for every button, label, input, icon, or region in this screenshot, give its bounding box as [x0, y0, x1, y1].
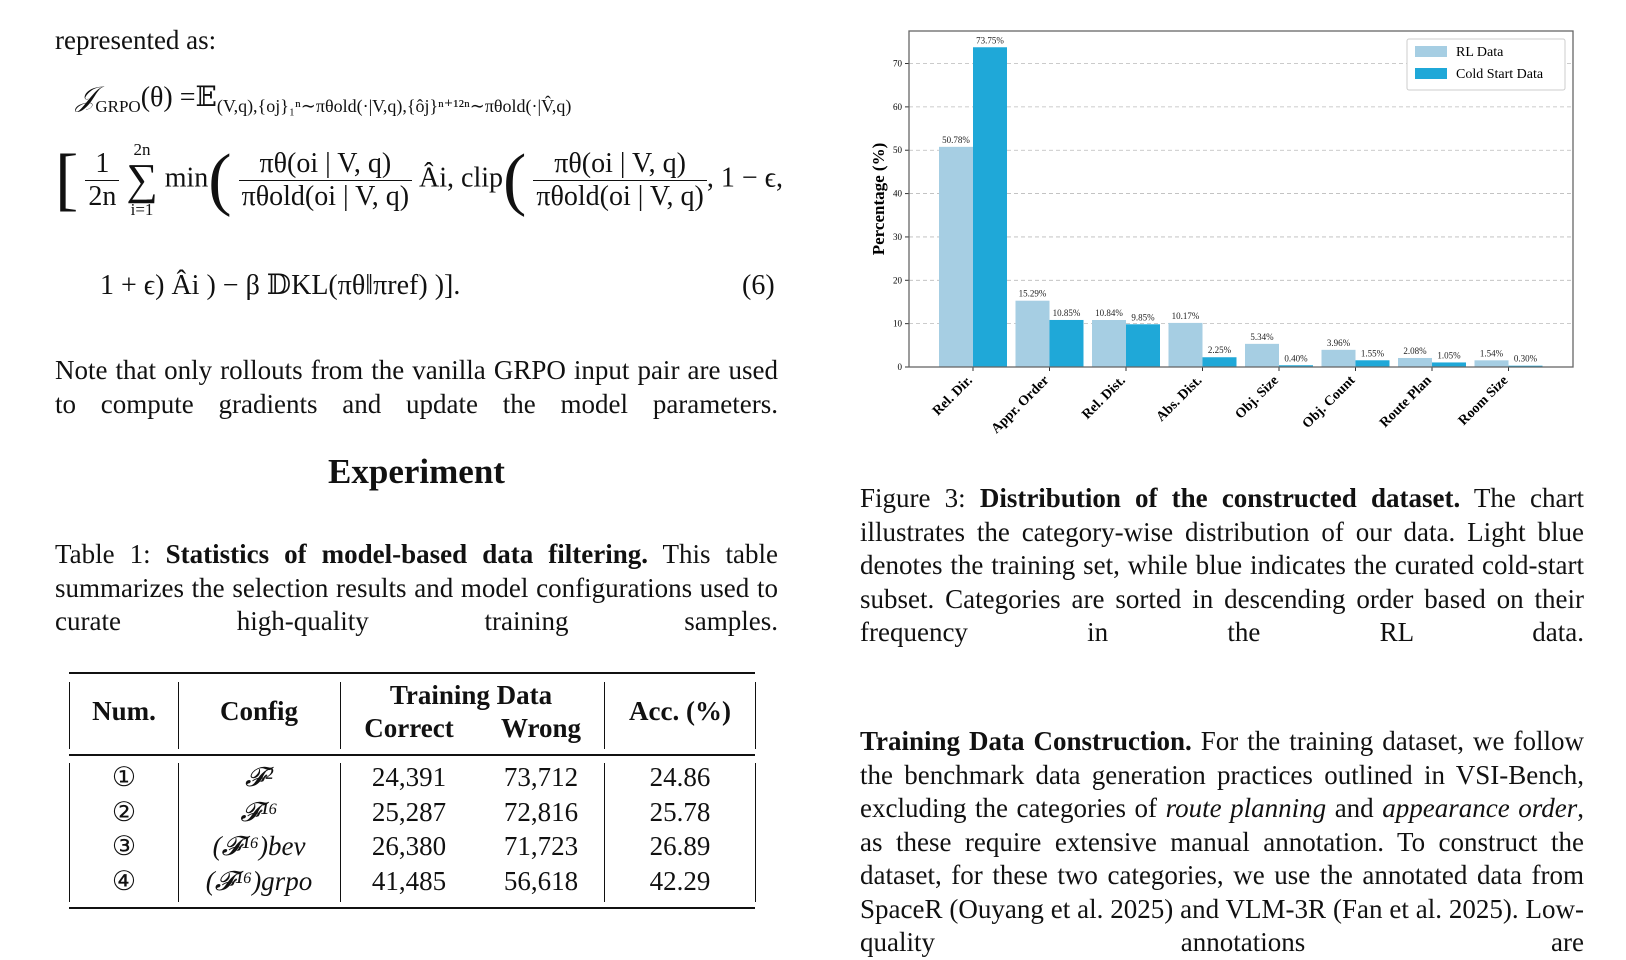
bar-rl	[1169, 323, 1203, 367]
table-cell-wrong: 56,618	[503, 866, 579, 897]
eq-sum-bot: i=1	[130, 200, 154, 219]
data-label: 5.34%	[1250, 331, 1274, 342]
table-vline	[755, 682, 756, 749]
x-tick-label: Obj. Count	[1299, 373, 1359, 432]
table-top-rule	[69, 672, 755, 674]
figure-caption	[860, 482, 1584, 650]
bar-rl	[1322, 350, 1356, 367]
y-tick-label: 20	[893, 275, 902, 286]
x-tick-label: Room Size	[1455, 373, 1512, 429]
eq-lhs: 𝒥	[76, 82, 96, 113]
eq-lhs-sub: GRPO	[95, 97, 141, 116]
data-label: 3.96%	[1326, 337, 1351, 348]
x-tick-label: Rel. Dir.	[930, 373, 976, 419]
equation-line-1	[76, 80, 571, 117]
paragraph-text-2: and	[1326, 793, 1383, 823]
y-tick-label: 10	[893, 318, 902, 329]
bar-cold-start	[1432, 362, 1466, 367]
section-heading: Experiment	[328, 452, 505, 491]
table-cell-wrong: 73,712	[503, 762, 579, 792]
data-label: 73.75%	[976, 35, 1004, 46]
header-correct: Correct	[364, 713, 454, 743]
data-label: 1.55%	[1360, 348, 1385, 359]
eq-ratio-den-2: πθold(oi | V, q)	[536, 180, 704, 212]
data-label: 10.84%	[1095, 308, 1123, 319]
paragraph-text-1: For the training dataset, we follow the benchmark data generation practices outlined in VSI-Bench, excluding the categories of	[860, 726, 1584, 823]
table-vline	[178, 682, 179, 749]
data-label: 15.29%	[1018, 288, 1047, 299]
x-tick-label: Route Plan	[1377, 373, 1435, 431]
bar-rl	[1475, 360, 1509, 367]
paragraph-italic-2: appearance order	[1382, 793, 1578, 823]
bar-rl	[1016, 301, 1050, 367]
bar-cold-start	[1356, 360, 1390, 367]
legend-swatch	[1415, 68, 1447, 79]
x-tick-label: Rel. Dist.	[1079, 373, 1129, 423]
table-cell-num: ③	[111, 831, 137, 862]
training-data-paragraph	[860, 725, 1584, 960]
table-cell-acc: 26.89	[649, 831, 711, 862]
table-cell-correct: 41,485	[371, 866, 447, 897]
bar-rl	[1398, 358, 1432, 367]
table-bottom-rule	[69, 907, 755, 909]
y-tick-label: 40	[893, 188, 902, 199]
table-vline	[604, 682, 605, 749]
y-tick-label: 0	[897, 362, 902, 372]
paragraph-italic-1: route planning	[1165, 793, 1327, 823]
table-vline	[69, 682, 70, 749]
distribution-bar-chart	[860, 20, 1590, 460]
data-label: 1.54%	[1479, 348, 1504, 359]
table-cell-config: (𝓕¹⁶)bev	[212, 831, 306, 862]
eq-min: min	[164, 162, 209, 194]
figure-caption-text: The chart illustrates the category-wise distribution of our data. Light blue denotes the training set, while blue indicates the curated cold-start subset. Categories are sorted in descending order based on their frequency in the RL data.	[860, 483, 1584, 647]
table-cell-acc: 24.86	[649, 762, 711, 792]
figure-caption-label: Figure 3:	[860, 483, 980, 513]
header-acc: Acc. (%)	[629, 696, 731, 726]
equation-number: (6)	[742, 270, 775, 301]
data-label: 10.85%	[1052, 307, 1081, 318]
eq-sum-top: 2n	[133, 140, 151, 159]
table-caption-title: Statistics of model-based data filtering.	[165, 539, 648, 569]
table-cell-correct: 25,287	[371, 796, 447, 827]
note-paragraph: Note that only rollouts from the vanilla GRPO input pair are used to compute gradients and update the model parameters.	[55, 355, 778, 419]
header-training-data: Training Data	[389, 680, 553, 710]
table-cell-config: 𝓕¹⁶	[240, 796, 278, 827]
data-label: 0.30%	[1513, 353, 1538, 364]
bar-cold-start	[1050, 320, 1084, 367]
intro-text: represented as:	[55, 25, 217, 55]
header-config: Config	[219, 696, 299, 726]
data-label: 2.25%	[1207, 345, 1232, 356]
table-cell-wrong: 72,816	[503, 796, 579, 827]
data-label: 1.05%	[1437, 350, 1461, 361]
table-cell-correct: 26,380	[371, 831, 447, 862]
y-axis-label: Percentage (%)	[869, 142, 888, 256]
table-mid-rule	[69, 754, 755, 756]
table-vline	[69, 763, 70, 902]
data-label: 0.40%	[1284, 353, 1308, 364]
bar-rl	[939, 147, 973, 367]
table-caption-label: Table 1:	[55, 539, 166, 569]
table-vline	[178, 763, 179, 902]
eq-eps: , 1 − ϵ,	[706, 162, 783, 194]
data-label: 9.85%	[1131, 312, 1155, 323]
header-wrong: Wrong	[500, 713, 582, 743]
table-cell-acc: 42.29	[649, 866, 711, 897]
data-label: 2.08%	[1403, 345, 1427, 356]
x-tick-label: Abs. Dist.	[1153, 373, 1206, 425]
header-num: Num.	[92, 696, 156, 726]
bar-rl	[1092, 320, 1126, 367]
legend-label: RL Data	[1456, 45, 1504, 60]
table-cell-num: ②	[111, 796, 137, 827]
bar-rl	[1245, 344, 1279, 367]
x-tick-label: Appr. Order	[988, 373, 1053, 437]
bar-cold-start	[1126, 324, 1160, 367]
eq-lhs-arg: (θ) =𝔼	[140, 82, 217, 113]
data-label: 50.78%	[942, 134, 970, 145]
table-cell-config: 𝓕²	[244, 762, 274, 792]
eq-frac-num: 1	[85, 148, 119, 181]
data-label: 10.17%	[1171, 310, 1200, 321]
eq-ratio-num: πθ(oi | V, q)	[239, 148, 412, 181]
x-tick-label: Obj. Size	[1232, 373, 1282, 423]
table-caption	[55, 538, 778, 639]
y-tick-label: 30	[893, 231, 902, 242]
table-vline	[340, 763, 341, 902]
table-cell-correct: 24,391	[371, 762, 447, 792]
table-cell-acc: 25.78	[649, 796, 711, 827]
eq-ratio-den: πθold(oi | V, q)	[241, 180, 410, 212]
bar-cold-start	[1203, 357, 1237, 367]
table-vline	[340, 682, 341, 749]
y-tick-label: 70	[893, 58, 902, 69]
eq-expect-sub: (V,q),{oj}₁ⁿ∼πθold(·|V,q),{ôj}ⁿ⁺¹²ⁿ∼πθold(·|V̂,q)	[216, 96, 572, 116]
bar-cold-start	[973, 47, 1007, 367]
paragraph-heading: Training Data Construction.	[860, 726, 1192, 756]
table-cell-config: (𝓕¹⁶)grpo	[205, 866, 313, 897]
y-tick-label: 60	[893, 101, 902, 112]
table-vline	[604, 763, 605, 902]
eq-ratio-num-2: πθ(oi | V, q)	[533, 148, 706, 181]
table-caption-text: This table summarizes the selection results and model configurations used to curate high-quality training samples.	[55, 539, 779, 636]
y-tick-label: 50	[893, 145, 902, 156]
paragraph-text-3: , as these require extensive manual annotation. To construct the dataset, for these two categories, we use the annotated data from SpaceR (Ouyang et al. 2025) and VLM-3R (Fan et al. 2025). Low-quality annotations are	[860, 793, 1584, 957]
equation-line-2: [ $\frac{1}{2n}$ 2n ∑ i=1 min( $\frac{\pi\theta(oi | V, q)}{\text{πθold(oi | V, q)}}$ Âi, clip( $\frac{\pi\theta(oi | V, q)}{\text{πθold(oi | V, q)}}$ , 1 − ϵ,	[55, 140, 783, 219]
legend-label: Cold Start Data	[1456, 67, 1544, 82]
legend-swatch	[1415, 46, 1447, 57]
table-cell-wrong: 71,723	[503, 831, 579, 862]
table-cell-num: ④	[111, 866, 137, 897]
equation-line-3: 1 + ϵ) Âi ) − β 𝔻KL(πθ‖πref) )].	[100, 270, 461, 301]
table-cell-num: ①	[111, 762, 137, 792]
eq-frac-den: 2n	[88, 180, 117, 212]
figure-caption-title: Distribution of the constructed dataset.	[979, 483, 1461, 513]
eq-adv-clip: Âi, clip	[419, 162, 504, 194]
table-vline	[755, 763, 756, 902]
